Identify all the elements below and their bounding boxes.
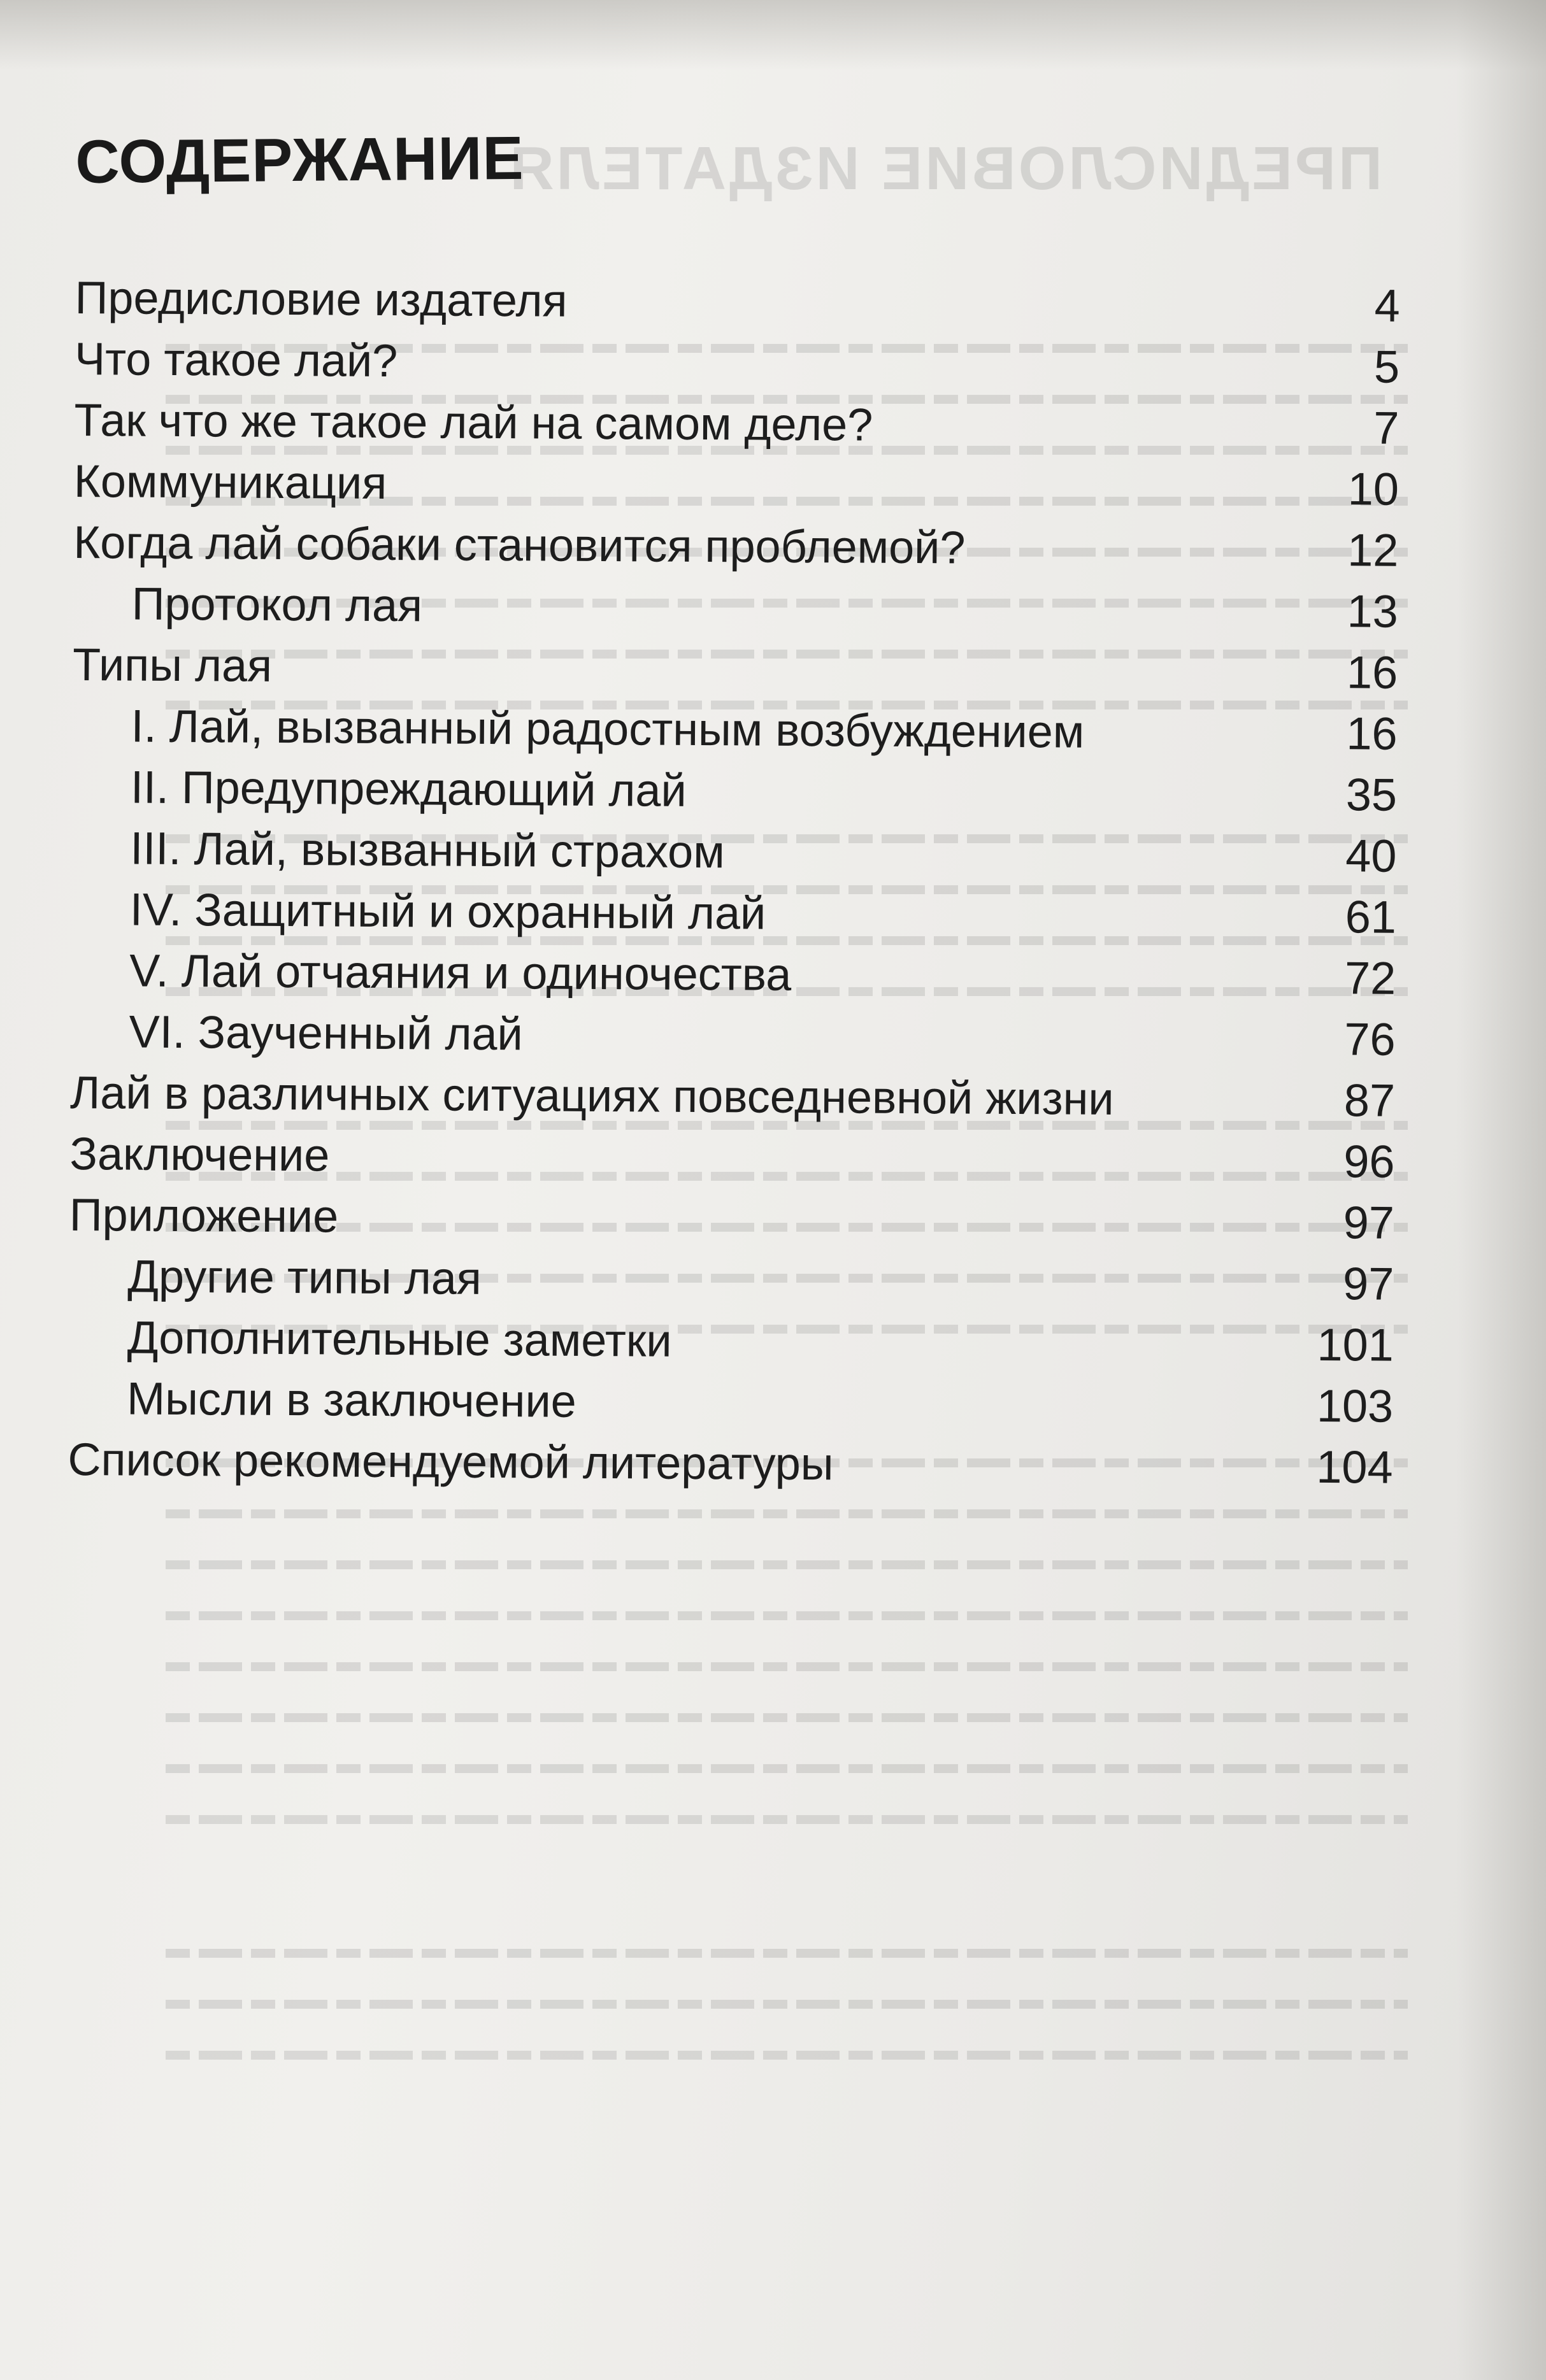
toc-entry-label: Когда лай собаки становится проблемой? [73,517,966,574]
toc-entry [73,512,1399,581]
toc-entry [69,1185,1395,1254]
toc-entry [75,267,1400,337]
toc-entry [71,818,1397,887]
toc-entry [74,451,1399,520]
toc-entry-label: Дополнительные заметки [127,1312,672,1367]
toc-entry-page-number: 97 [1343,1197,1395,1249]
toc-entry-page-number: 76 [1344,1014,1396,1065]
toc-entry [71,940,1396,1009]
toc-entry-label: II. Предупреждающий лай [130,762,687,816]
toc-entry [73,634,1398,704]
toc-entry [70,1001,1396,1071]
toc-entry [72,695,1398,765]
toc-entry-label: Список рекомендуемой литературы [68,1434,834,1490]
toc-entry-page-number: 61 [1345,892,1397,943]
toc-entry-page-number: 72 [1344,953,1396,1004]
toc-entry [70,1062,1396,1132]
toc-entry-page-number: 16 [1346,647,1398,699]
toc-entry-label: V. Лай отчаяния и одиночества [129,945,792,1001]
toc-entry-label: I. Лай, вызванный радостным возбуждением [131,701,1085,758]
toc-entry-page-number: 7 [1373,403,1399,454]
toc-entry-label: IV. Защитный и охранный лай [129,884,766,939]
toc-entry-label: III. Лай, вызванный страхом [130,823,725,878]
toc-entry [73,573,1398,643]
toc-entry-label: Коммуникация [73,455,387,509]
toc-entry [69,1246,1394,1315]
toc-entry-page-number: 10 [1347,464,1399,515]
toc-entry-label: Приложение [69,1189,339,1243]
toc-title: СОДЕРЖАНИЕ [75,124,524,196]
toc-entry-label: Типы лая [72,639,273,692]
toc-list [68,267,1400,1499]
table-of-contents [68,124,1400,1493]
toc-entry-page-number: 97 [1342,1258,1394,1310]
toc-entry [72,757,1398,826]
toc-entry-page-number: 5 [1373,341,1400,393]
toc-entry-page-number: 101 [1317,1319,1394,1371]
toc-entry-label: Другие типы лая [127,1251,482,1304]
toc-entry-page-number: 103 [1316,1380,1394,1432]
toc-entry [68,1368,1394,1437]
toc-entry-label: Мысли в заключение [126,1373,576,1427]
toc-entry-label: Предисловие издателя [75,272,568,327]
toc-entry [69,1123,1395,1193]
toc-entry [74,390,1399,459]
toc-entry-label: VI. Заученный лай [129,1006,523,1060]
toc-entry-page-number: 4 [1374,280,1400,332]
toc-entry [68,1429,1393,1499]
toc-entry-page-number: 12 [1347,525,1399,576]
bleed-through-heading: ПРЕДИСЛОВИЕ ИЗДАТЕЛЯ [507,134,1382,203]
toc-entry-page-number: 40 [1345,830,1397,882]
toc-entry [75,329,1400,398]
toc-entry-page-number: 13 [1347,586,1398,638]
toc-entry-label: Заключение [69,1128,330,1181]
toc-entry [68,1307,1394,1376]
toc-entry-label: Что такое лай? [74,333,398,387]
toc-entry-page-number: 96 [1343,1136,1395,1188]
toc-entry-page-number: 35 [1345,769,1398,821]
toc-entry-label: Так что же такое лай на самом деле? [74,394,873,451]
toc-entry-page-number: 87 [1343,1075,1396,1127]
toc-entry-page-number: 104 [1316,1441,1393,1493]
toc-entry-label: Лай в различных ситуациях повседневной жизни [69,1067,1114,1125]
toc-entry [71,879,1397,948]
toc-entry-label: Протокол лая [131,578,423,632]
toc-entry-page-number: 16 [1346,708,1398,760]
